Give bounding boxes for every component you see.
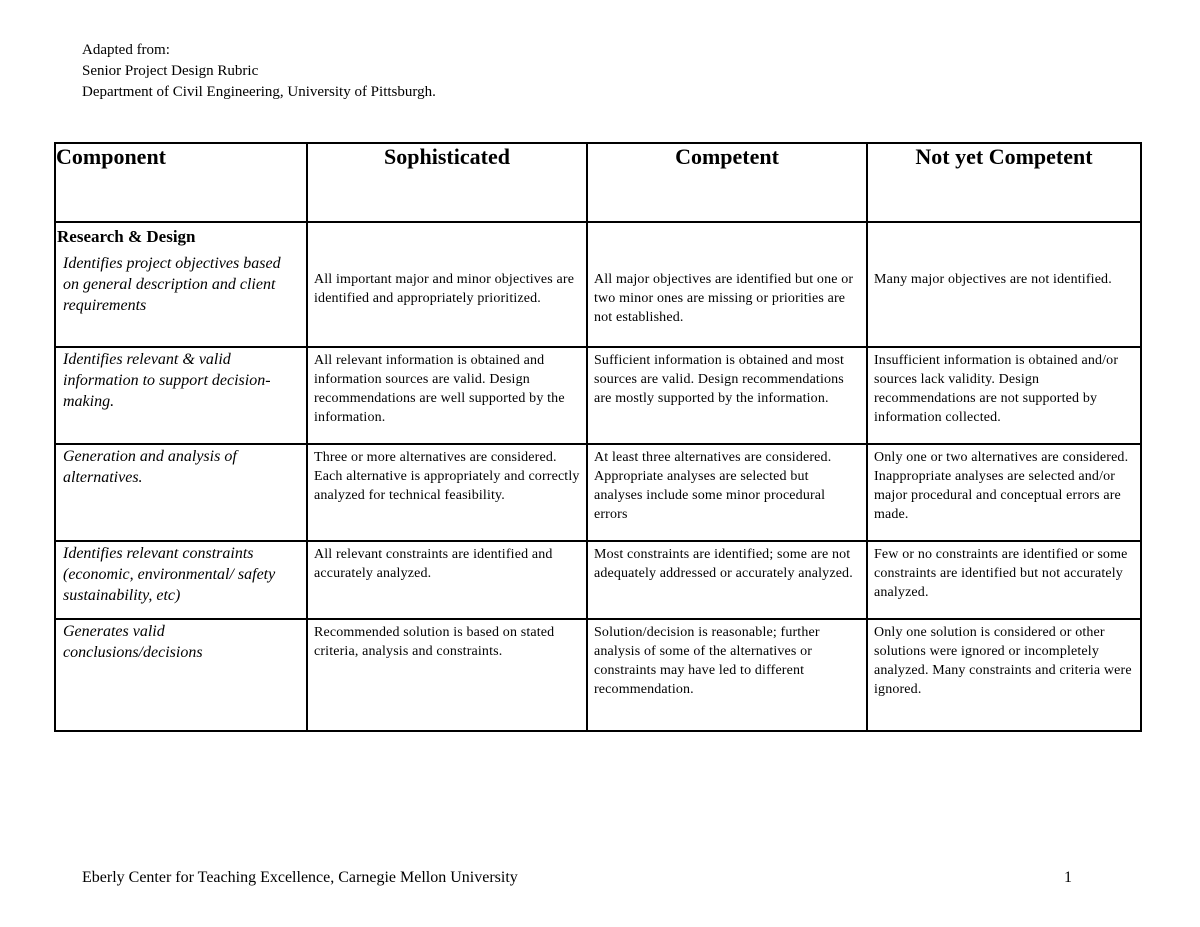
sophisticated-text: All relevant information is obtained and information sources are valid. Design recommendations are well supported by the information. [314, 353, 565, 425]
not-yet-competent-text: Many major objectives are not identified. [874, 272, 1112, 287]
competent-text: Sufficient information is obtained and most sources are valid. Design recommendations are mostly supported by the information. [594, 353, 844, 406]
rubric-header-row [55, 143, 1141, 222]
section-title: Research & Design [57, 227, 196, 246]
competent-cell [587, 619, 867, 731]
not-yet-competent-cell [867, 347, 1141, 444]
not-yet-competent-text: Few or no constraints are identified or some constraints are identified but not accurately analyzed. [874, 547, 1128, 600]
not-yet-competent-column-header: Not yet Competent [867, 143, 1141, 222]
not-yet-competent-cell [867, 222, 1141, 347]
criterion-text: Generation and analysis of alternatives. [63, 448, 237, 486]
page-number: 1 [1064, 869, 1072, 886]
competent-column-header: Competent [587, 143, 867, 222]
table-row [55, 444, 1141, 541]
not-yet-competent-cell [867, 541, 1141, 619]
sophisticated-cell [307, 222, 587, 347]
sophisticated-text: All relevant constraints are identified and accurately analyzed. [314, 547, 553, 581]
sophisticated-column-header: Sophisticated [307, 143, 587, 222]
competent-cell [587, 541, 867, 619]
document-header [82, 40, 436, 103]
not-yet-competent-text: Only one solution is considered or other solutions were ignored or incompletely analyzed. Many constraints and criteria were ignored. [874, 625, 1132, 697]
competent-cell [587, 444, 867, 541]
competent-cell [587, 347, 867, 444]
criterion-cell [55, 347, 307, 444]
department-source: Department of Civil Engineering, University of Pittsburgh. [82, 84, 436, 100]
competent-text: Solution/decision is reasonable; further analysis of some of the alternatives or constraints may have led to different recommendation. [594, 625, 820, 697]
criterion-text: Identifies relevant & valid information to support decision-making. [63, 351, 271, 410]
sophisticated-cell [307, 444, 587, 541]
criterion-cell [55, 222, 307, 347]
not-yet-competent-cell [867, 444, 1141, 541]
not-yet-competent-text: Only one or two alternatives are considered. Inappropriate analyses are selected and/or major procedural and conceptual errors are made. [874, 450, 1129, 522]
criterion-text: Identifies relevant constraints (economic, environmental/ safety sustainability, etc) [63, 545, 276, 604]
sophisticated-cell [307, 347, 587, 444]
sophisticated-cell [307, 619, 587, 731]
not-yet-competent-cell [867, 619, 1141, 731]
competent-text: At least three alternatives are considered. Appropriate analyses are selected but analyses include some minor procedural errors [594, 450, 832, 522]
sophisticated-text: Recommended solution is based on stated criteria, analysis and constraints. [314, 625, 555, 659]
competent-text: Most constraints are identified; some are not adequately addressed or accurately analyzed. [594, 547, 853, 581]
sophisticated-text: All important major and minor objectives are identified and appropriately prioritized. [314, 272, 575, 306]
sophisticated-text: Three or more alternatives are considered. Each alternative is appropriately and correctly analyzed for technical feasibility. [314, 450, 580, 503]
competent-text: All major objectives are identified but one or two minor ones are missing or priorities are not established. [594, 272, 854, 325]
criterion-cell [55, 444, 307, 541]
component-column-header: Component [55, 143, 307, 222]
table-row [55, 619, 1141, 731]
footer-source: Eberly Center for Teaching Excellence, Carnegie Mellon University [82, 869, 518, 886]
table-row [55, 347, 1141, 444]
table-row [55, 222, 1141, 347]
rubric-table [54, 142, 1142, 732]
criterion-cell [55, 619, 307, 731]
not-yet-competent-text: Insufficient information is obtained and/or sources lack validity. Design recommendations are not supported by information collected. [874, 353, 1119, 425]
criterion-text: Identifies project objectives based on general description and client requirements [63, 255, 281, 314]
adapted-from-label: Adapted from: [82, 42, 170, 58]
criterion-cell [55, 541, 307, 619]
sophisticated-cell [307, 541, 587, 619]
criterion-text: Generates valid conclusions/decisions [63, 623, 203, 661]
rubric-source-title: Senior Project Design Rubric [82, 63, 259, 79]
table-row [55, 541, 1141, 619]
competent-cell [587, 222, 867, 347]
